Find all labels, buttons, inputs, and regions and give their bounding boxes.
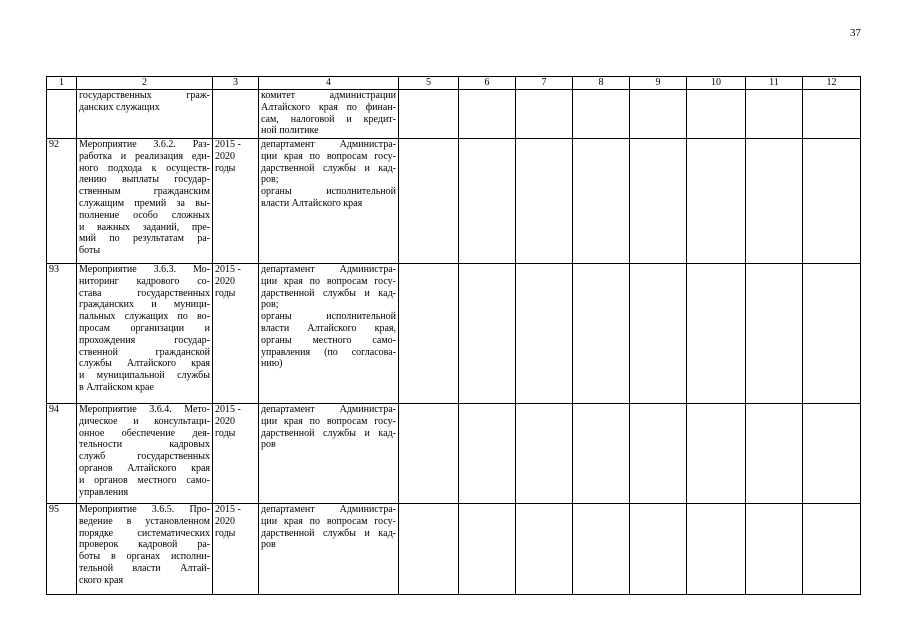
activity-name-line: ственной гражданской xyxy=(79,346,210,358)
period-line: 2015 - xyxy=(215,504,241,515)
activity-name-line: ниторинг кадрового со- xyxy=(79,275,210,287)
table-body xyxy=(47,77,861,595)
period-line: 2020 xyxy=(215,275,235,287)
period-line: 2015 - xyxy=(215,404,241,415)
activity-name-line: органов Алтайского края xyxy=(79,462,210,474)
period-line: годы xyxy=(215,162,236,174)
activity-name-line: гражданских и муници- xyxy=(79,299,210,311)
empty-cell xyxy=(687,504,746,595)
activity-name-line: данских служащих xyxy=(79,101,160,113)
period-cell xyxy=(213,264,259,404)
executor-line: департамент Администра- xyxy=(261,504,396,515)
empty-cell xyxy=(803,404,861,504)
header-cell: 5 xyxy=(399,77,459,90)
empty-cell xyxy=(516,264,573,404)
activity-name-line: боты в органах исполни- xyxy=(79,551,210,563)
header-cell: 6 xyxy=(459,77,516,90)
table-row xyxy=(47,404,861,504)
executor-line: комитет администрации xyxy=(261,90,396,101)
executor-line: сам, налоговой и кредит- xyxy=(261,113,396,125)
activity-name-line: мий по результатам ра- xyxy=(79,233,210,245)
header-cell: 8 xyxy=(573,77,630,90)
activity-name-line: Мероприятие 3.6.3. Мо- xyxy=(79,264,210,275)
activity-name-line: Мероприятие 3.6.5. Про- xyxy=(79,504,210,515)
activity-name-line: служб государственных xyxy=(79,451,210,463)
empty-cell xyxy=(746,139,803,264)
row-number-cell xyxy=(47,90,77,139)
executor-line: ции края по вопросам госу- xyxy=(261,415,396,427)
table-row xyxy=(47,139,861,264)
empty-cell xyxy=(459,404,516,504)
empty-cell xyxy=(399,90,459,139)
executor-line: департамент Администра- xyxy=(261,264,396,275)
activity-name-line: Мероприятие 3.6.2. Раз- xyxy=(79,139,210,150)
header-cell: 12 xyxy=(803,77,861,90)
header-cell: 4 xyxy=(259,77,399,90)
activity-name-line: службы Алтайского края xyxy=(79,358,210,370)
executor-cell xyxy=(259,139,399,264)
empty-cell xyxy=(803,504,861,595)
period-line: годы xyxy=(215,427,236,439)
activity-name-line: тельной власти Алтай- xyxy=(79,562,210,574)
empty-cell xyxy=(573,264,630,404)
table-row xyxy=(47,90,861,139)
executor-line: дарственной службы и кад- xyxy=(261,162,396,174)
row-number-cell: 92 xyxy=(47,139,77,264)
period-line: 2015 - xyxy=(215,139,241,150)
empty-cell xyxy=(630,139,687,264)
empty-cell xyxy=(459,504,516,595)
executor-line: ной политике xyxy=(261,125,319,137)
activity-name-line: служащим премий за вы- xyxy=(79,197,210,209)
empty-cell xyxy=(803,90,861,139)
executor-line: власти Алтайского края, xyxy=(261,322,396,334)
activity-name-line: государственных граж- xyxy=(79,90,210,101)
empty-cell xyxy=(803,139,861,264)
activity-name-line: Мероприятие 3.6.4. Мето- xyxy=(79,404,210,415)
executor-line: департамент Администра- xyxy=(261,404,396,415)
empty-cell xyxy=(399,139,459,264)
row-number-cell: 95 xyxy=(47,504,77,595)
activity-name-line: боты xyxy=(79,245,101,257)
table-row xyxy=(47,504,861,595)
period-cell xyxy=(213,404,259,504)
empty-cell xyxy=(687,264,746,404)
executor-line: ров xyxy=(261,439,276,451)
empty-cell xyxy=(459,264,516,404)
period-line: 2020 xyxy=(215,415,235,427)
activity-name-line: дическое и консультаци- xyxy=(79,415,210,427)
empty-cell xyxy=(630,504,687,595)
empty-cell xyxy=(746,90,803,139)
activity-name-line: работка и реализация еди- xyxy=(79,150,210,162)
activity-name-line: порядке систематических xyxy=(79,527,210,539)
activity-name-cell xyxy=(77,404,213,504)
table-row xyxy=(47,264,861,404)
program-table xyxy=(46,76,861,595)
activity-name-line: и органов местного само- xyxy=(79,474,210,486)
activity-name-line: в Алтайском крае xyxy=(79,381,154,393)
activity-name-line: ского края xyxy=(79,574,124,586)
executor-line: органы исполнительной xyxy=(261,311,396,323)
activity-name-line: пальных служащих по во- xyxy=(79,311,210,323)
executor-line: ции края по вопросам госу- xyxy=(261,275,396,287)
executor-cell xyxy=(259,404,399,504)
period-line: 2020 xyxy=(215,150,235,162)
empty-cell xyxy=(630,90,687,139)
empty-cell xyxy=(687,139,746,264)
period-cell xyxy=(213,139,259,264)
executor-line: власти Алтайского края xyxy=(261,197,363,209)
activity-name-line: проверок кадровой ра- xyxy=(79,539,210,551)
empty-cell xyxy=(516,90,573,139)
executor-line: ции края по вопросам госу- xyxy=(261,515,396,527)
activity-name-line: прохождения государ- xyxy=(79,334,210,346)
empty-cell xyxy=(687,404,746,504)
empty-cell xyxy=(399,404,459,504)
row-number-cell: 94 xyxy=(47,404,77,504)
row-number-cell: 93 xyxy=(47,264,77,404)
executor-cell xyxy=(259,264,399,404)
period-line: годы xyxy=(215,527,236,539)
empty-cell xyxy=(803,264,861,404)
activity-name-line: и важных заданий, пре- xyxy=(79,221,210,233)
empty-cell xyxy=(516,504,573,595)
empty-cell xyxy=(573,504,630,595)
activity-name-cell xyxy=(77,264,213,404)
empty-cell xyxy=(459,139,516,264)
header-cell: 10 xyxy=(687,77,746,90)
activity-name-line: управления xyxy=(79,486,129,498)
empty-cell xyxy=(746,264,803,404)
empty-cell xyxy=(459,90,516,139)
activity-name-line: става государственных xyxy=(79,287,210,299)
activity-name-line: и муниципальной службы xyxy=(79,370,210,382)
executor-line: органы местного само- xyxy=(261,334,396,346)
executor-line: нию) xyxy=(261,358,283,370)
page-number: 37 xyxy=(850,27,861,39)
period-line: годы xyxy=(215,287,236,299)
activity-name-cell xyxy=(77,90,213,139)
period-line: 2020 xyxy=(215,515,235,527)
empty-cell xyxy=(687,90,746,139)
empty-cell xyxy=(399,264,459,404)
activity-name-line: лению выплаты государ- xyxy=(79,174,210,186)
executor-line: департамент Администра- xyxy=(261,139,396,150)
activity-name-line: просам организации и xyxy=(79,322,210,334)
executor-cell xyxy=(259,90,399,139)
header-cell: 2 xyxy=(77,77,213,90)
executor-line: управления (по согласова- xyxy=(261,346,396,358)
header-cell: 3 xyxy=(213,77,259,90)
period-cell xyxy=(213,90,259,139)
executor-line: Алтайского края по финан- xyxy=(261,101,396,113)
header-cell: 7 xyxy=(516,77,573,90)
activity-name-line: тельности кадровых xyxy=(79,439,210,451)
executor-cell xyxy=(259,504,399,595)
activity-name-cell xyxy=(77,504,213,595)
activity-name-cell xyxy=(77,139,213,264)
executor-line: дарственной службы и кад- xyxy=(261,527,396,539)
empty-cell xyxy=(630,264,687,404)
executor-line: ров; xyxy=(261,299,279,311)
activity-name-line: полнение особо сложных xyxy=(79,209,210,221)
table-header-row xyxy=(47,77,861,90)
empty-cell xyxy=(516,404,573,504)
activity-name-line: онное обеспечение дея- xyxy=(79,427,210,439)
empty-cell xyxy=(573,139,630,264)
activity-name-line: ного подхода к осуществ- xyxy=(79,162,210,174)
activity-name-line: ведение в установленном xyxy=(79,515,210,527)
header-cell: 1 xyxy=(47,77,77,90)
header-cell: 11 xyxy=(746,77,803,90)
period-cell xyxy=(213,504,259,595)
executor-line: ров; xyxy=(261,174,279,186)
executor-line: ров xyxy=(261,539,276,551)
executor-line: дарственной службы и кад- xyxy=(261,287,396,299)
activity-name-line: ственным гражданским xyxy=(79,186,210,198)
executor-line: дарственной службы и кад- xyxy=(261,427,396,439)
empty-cell xyxy=(573,404,630,504)
executor-line: органы исполнительной xyxy=(261,186,396,198)
empty-cell xyxy=(630,404,687,504)
period-line: 2015 - xyxy=(215,264,241,275)
empty-cell xyxy=(399,504,459,595)
header-cell: 9 xyxy=(630,77,687,90)
empty-cell xyxy=(746,404,803,504)
empty-cell xyxy=(573,90,630,139)
executor-line: ции края по вопросам госу- xyxy=(261,150,396,162)
empty-cell xyxy=(746,504,803,595)
empty-cell xyxy=(516,139,573,264)
